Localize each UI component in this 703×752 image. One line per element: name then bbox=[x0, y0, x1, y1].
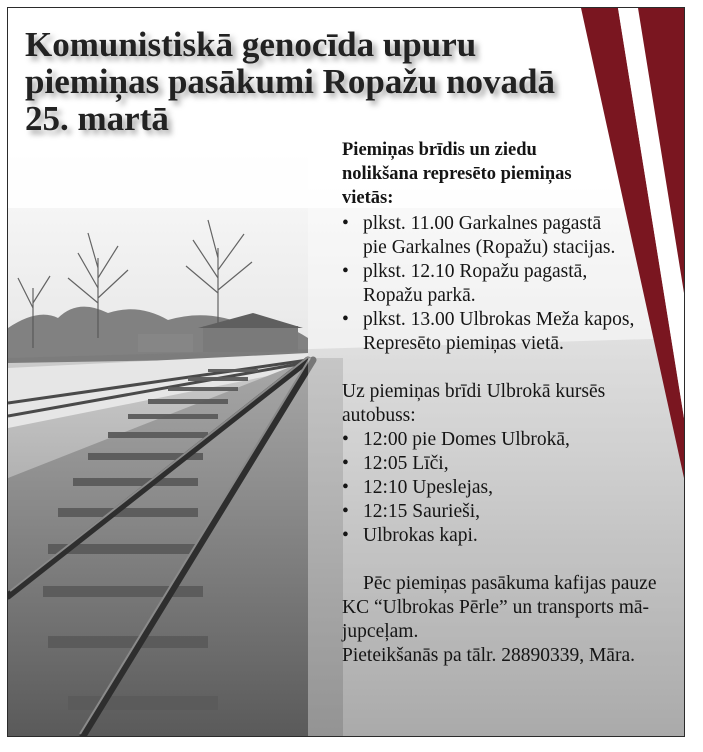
list-item-line: • 12:00 pie Domes Ulbrokā, bbox=[363, 429, 570, 450]
coffee-note bbox=[342, 572, 672, 668]
list-item-line: Ropažu parkā. bbox=[363, 285, 476, 306]
list-item-line: • plkst. 11.00 Garkalnes pagastā bbox=[363, 213, 602, 234]
page-title bbox=[25, 26, 555, 137]
list-item bbox=[342, 500, 672, 524]
list-item-line: • plkst. 12.10 Ropažu pagastā, bbox=[363, 261, 588, 282]
list-item-line: Represēto piemiņas vietā. bbox=[363, 333, 564, 354]
bus-intro-line: autobuss: bbox=[342, 405, 416, 426]
poster bbox=[7, 7, 685, 737]
bus-intro bbox=[342, 380, 672, 428]
list-item-line: • 12:10 Upeslejas, bbox=[363, 477, 493, 498]
bus-schedule-list bbox=[342, 428, 672, 548]
list-item bbox=[342, 212, 672, 260]
list-item bbox=[342, 260, 672, 308]
title-line: Komunistiskā genocīda upuru bbox=[25, 25, 477, 64]
list-item-line: • 12:05 Līči, bbox=[363, 453, 449, 474]
coffee-note-line: Pēc piemiņas pasākuma kafijas pauze bbox=[363, 573, 657, 594]
section-title-line: nolikšana represēto piemiņas bbox=[342, 164, 572, 184]
coffee-note-line: KC “Ulbrokas Pērle” un transports mā- bbox=[342, 597, 650, 618]
list-item-line: • plkst. 13.00 Ulbrokas Meža kapos, bbox=[363, 309, 635, 330]
list-item-line: pie Garkalnes (Ropažu) stacijas. bbox=[363, 237, 616, 258]
section-title-line: vietās: bbox=[342, 188, 394, 208]
list-item bbox=[342, 428, 672, 452]
event-info bbox=[342, 138, 672, 668]
list-item bbox=[342, 476, 672, 500]
ceremony-list bbox=[342, 212, 672, 356]
contact-line: Pieteikšanās pa tālr. 28890339, Māra. bbox=[342, 645, 635, 666]
bus-intro-line: Uz piemiņas brīdi Ulbrokā kursēs bbox=[342, 381, 606, 402]
list-item bbox=[342, 308, 672, 356]
section-title bbox=[342, 138, 672, 210]
list-item bbox=[342, 452, 672, 476]
list-item-line: • Ulbrokas kapi. bbox=[363, 525, 478, 546]
list-item-line: • 12:15 Saurieši, bbox=[363, 501, 480, 522]
coffee-note-line: jupceļam. bbox=[342, 621, 419, 642]
list-item bbox=[342, 524, 672, 548]
title-line: piemiņas pasākumi Ropažu novadā bbox=[25, 62, 556, 101]
section-title-line: Piemiņas brīdis un ziedu bbox=[342, 140, 537, 160]
title-line: 25. martā bbox=[25, 99, 169, 138]
